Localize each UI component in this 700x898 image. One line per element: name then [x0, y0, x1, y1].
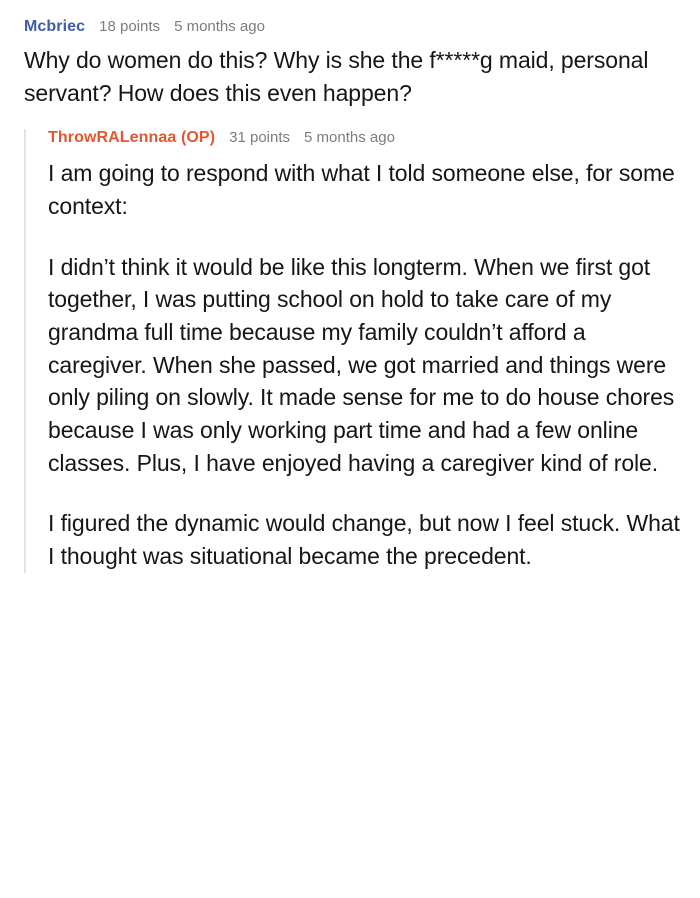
reply-timestamp: 5 months ago — [304, 129, 395, 147]
reply-meta — [48, 129, 684, 147]
comment-body — [24, 44, 684, 109]
comment-throwralennaa — [24, 129, 684, 572]
comment-paragraph: Why do women do this? Why is she the f*****g maid, personal servant? How does this even happen? — [24, 47, 649, 106]
comment-points: 18 points — [99, 18, 161, 35]
reply-paragraph: I figured the dynamic would change, but now I feel stuck. What I thought was situational became the precedent. — [48, 510, 680, 569]
reply-author[interactable]: ThrowRALennaa (OP) — [48, 129, 216, 147]
comment-mcbriec — [24, 18, 684, 573]
reply-paragraph: I am going to respond with what I told someone else, for some context: — [48, 160, 675, 219]
reply-points: 31 points — [229, 129, 291, 147]
comment-author[interactable]: Mcbriec — [24, 18, 86, 35]
reply-paragraph: I didn’t think it would be like this longterm. When we first got together, I was putting school on hold to take care of my grandma full time because my family couldn’t afford a caregiver. When she passed, we got married and things were only piling on slowly. It made sense for me to do house chores because I was only working part time and had a few online classes. Plus, I have enjoyed having a caregiver kind of role. — [48, 253, 675, 476]
reply-body — [48, 157, 684, 572]
comment-meta — [24, 18, 684, 36]
comment-timestamp: 5 months ago — [174, 18, 265, 35]
